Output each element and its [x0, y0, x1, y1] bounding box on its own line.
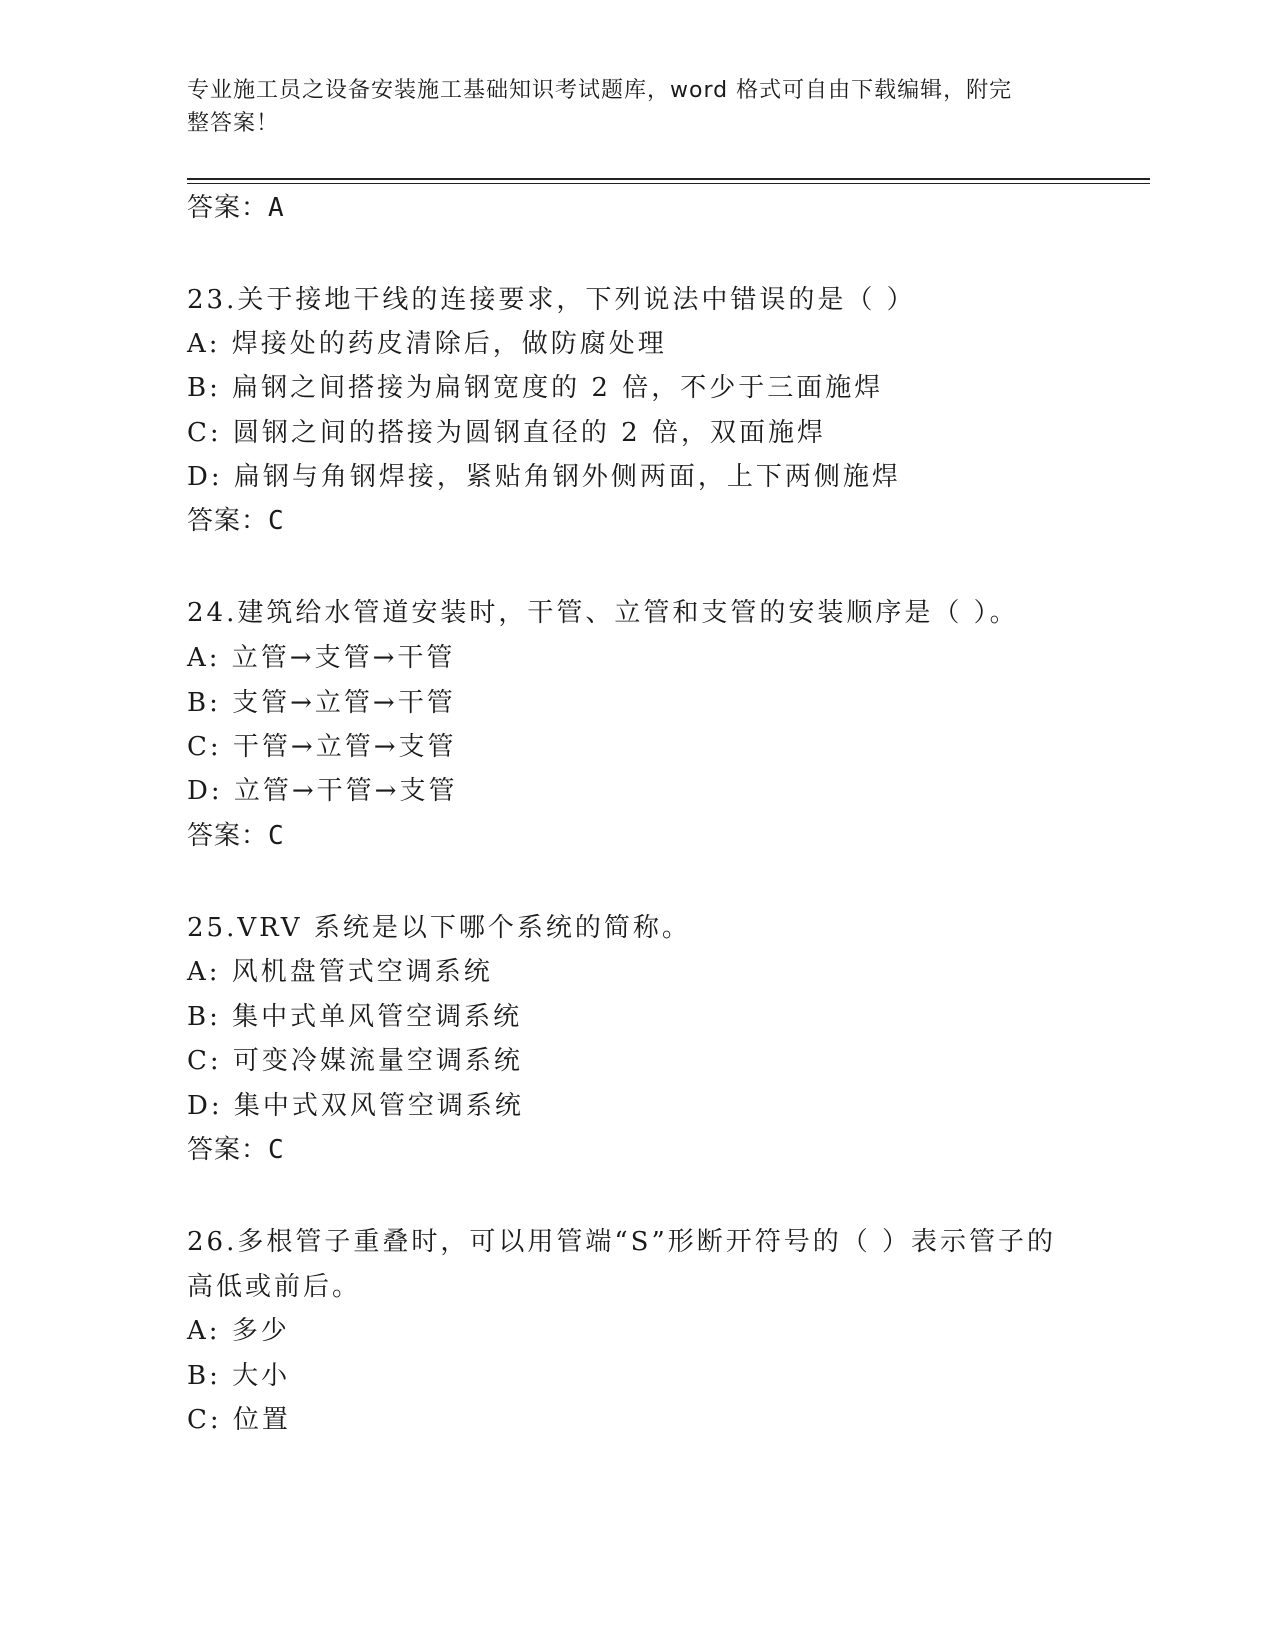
- header-divider-thick: [187, 178, 1150, 180]
- answer-value: A: [268, 193, 285, 223]
- option-a: A: 风机盘管式空调系统: [187, 957, 493, 987]
- option-b: B: 大小: [187, 1361, 291, 1391]
- answer-value: C: [268, 821, 285, 851]
- option-c: C: 位置: [187, 1405, 291, 1435]
- option-b: B: 扁钢之间搭接为扁钢宽度的 2 倍，不少于三面施焊: [187, 373, 884, 403]
- question-stem-line-1: 26.多根管子重叠时，可以用管端“S”形断开符号的（ ）表示管子的: [187, 1227, 1057, 1257]
- option-d: D: 扁钢与角钢焊接，紧贴角钢外侧两面，上下两侧施焊: [187, 462, 901, 492]
- answer-line: [187, 193, 285, 223]
- answer-line: [187, 821, 285, 851]
- answer-line: [187, 1135, 285, 1165]
- option-c: C: 可变冷媒流量空调系统: [187, 1046, 523, 1076]
- option-a: A: 焊接处的药皮清除后，做防腐处理: [187, 329, 667, 359]
- option-d: D: 立管→干管→支管: [187, 776, 458, 806]
- question-stem: 25.VRV 系统是以下哪个系统的简称。: [187, 913, 691, 943]
- answer-label: 答案：: [187, 1135, 269, 1165]
- question-stem: 24.建筑给水管道安装时，干管、立管和支管的安装顺序是（ ）。: [187, 598, 1019, 628]
- option-c: C: 圆钢之间的搭接为圆钢直径的 2 倍，双面施焊: [187, 418, 826, 448]
- answer-line: [187, 506, 285, 536]
- option-d: D: 集中式双风管空调系统: [187, 1091, 524, 1121]
- answer-label: 答案：: [187, 193, 269, 223]
- document-header: [187, 74, 1067, 140]
- option-b: B: 集中式单风管空调系统: [187, 1002, 523, 1032]
- answer-label: 答案：: [187, 821, 269, 851]
- answer-label: 答案：: [187, 506, 269, 536]
- question-stem: 23.关于接地干线的连接要求，下列说法中错误的是（ ）: [187, 285, 916, 315]
- header-line-2: 整答案！: [187, 111, 280, 136]
- answer-value: C: [268, 506, 285, 536]
- option-a: A: 多少: [187, 1316, 290, 1346]
- header-line-1: 专业施工员之设备安装施工基础知识考试题库，word 格式可自由下载编辑，附完: [187, 78, 1013, 103]
- option-a: A: 立管→支管→干管: [187, 643, 456, 673]
- option-b: B: 支管→立管→干管: [187, 688, 456, 718]
- option-c: C: 干管→立管→支管: [187, 732, 457, 762]
- question-stem-line-2: 高低或前后。: [187, 1272, 362, 1302]
- answer-value: C: [268, 1135, 285, 1165]
- header-divider-thin: [187, 183, 1150, 184]
